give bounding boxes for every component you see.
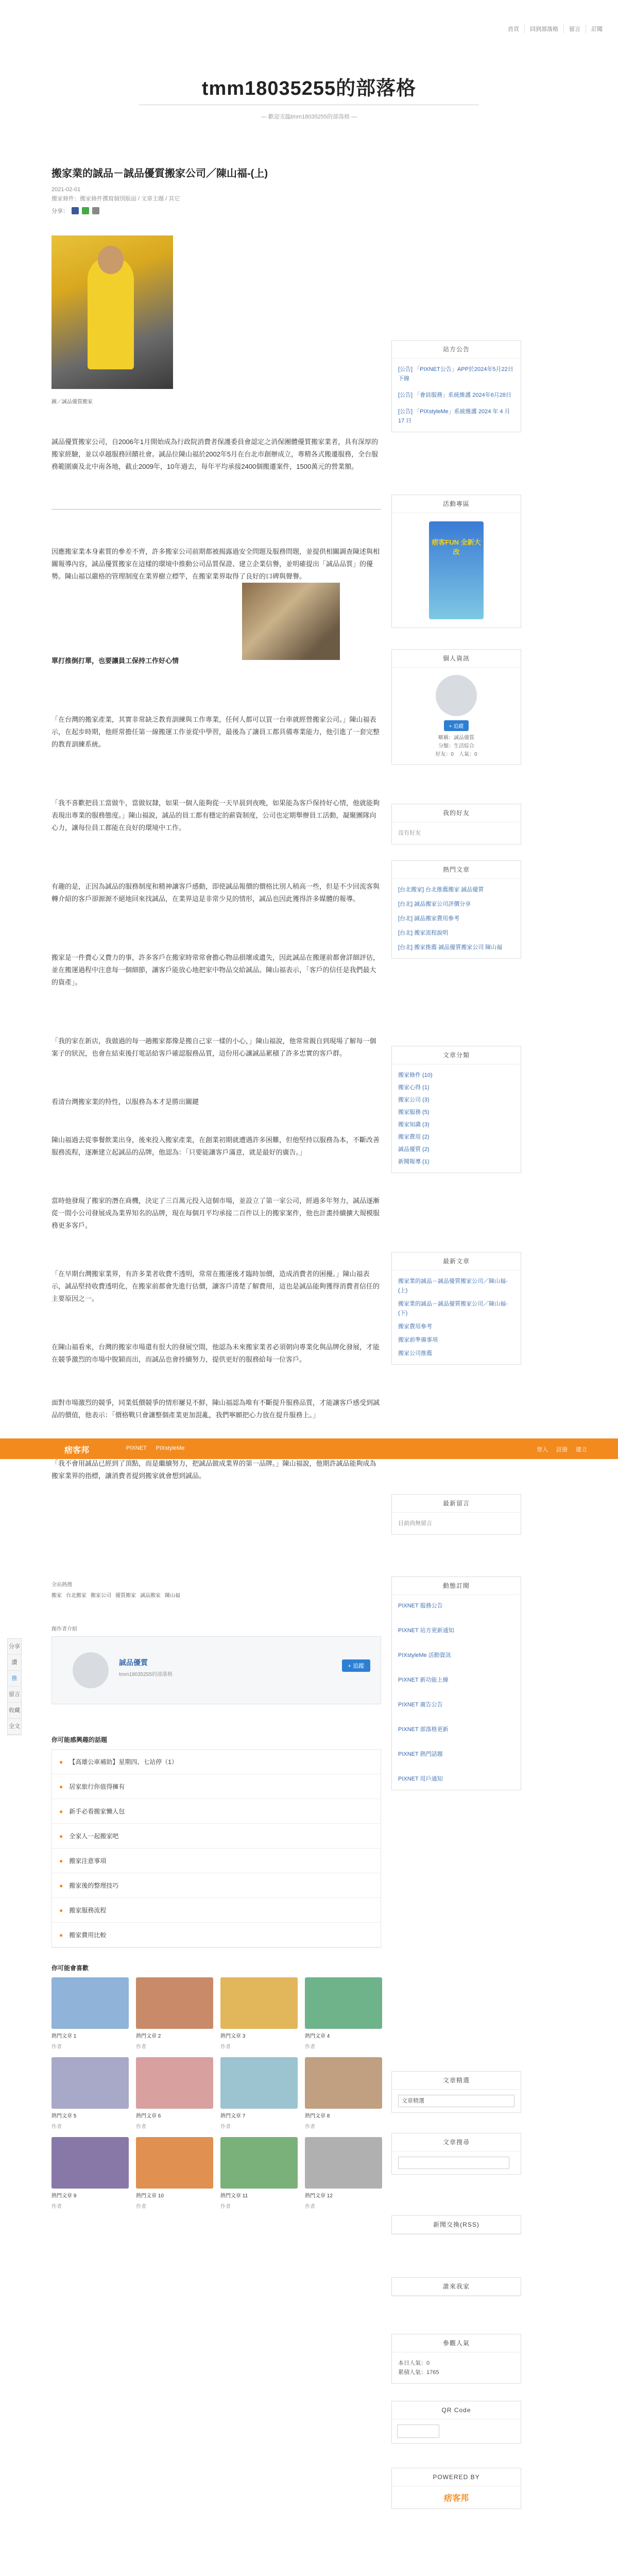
hot-post-card[interactable]	[220, 2057, 298, 2130]
category-item[interactable]: 搬家心得 (1)	[398, 1084, 430, 1091]
paragraph-2: 因應搬家業本身素質的參差不齊，許多搬家公司前期都被揭露過安全問題及服務問題，並提供相關調查陳述與相關報導內容，誠品優質搬家在這樣的環境中推動公司品質保證、建立企業信譽，並明確提出「誠品品質」的優勢。陳山福以嚴格的管理制度在業界樹立標竿，在搬家業界取得了良好的口碑與聲譽。	[52, 548, 380, 580]
category-item[interactable]: 搬家費用 (2)	[398, 1134, 430, 1140]
hot-posts-grid	[52, 1977, 381, 2210]
widget-powered-by	[391, 2468, 521, 2509]
follow-author-button[interactable]: + 追蹤	[342, 1659, 370, 1672]
article	[52, 165, 381, 2210]
card-title: 熱門文章 6	[136, 2113, 161, 2119]
feed-item[interactable]: PIXNET 廣告公告	[398, 1702, 443, 1708]
feed-item[interactable]: PIXNET 部落格更新	[398, 1726, 449, 1733]
card-image	[136, 1977, 213, 2029]
related-item-text: 搬家注意事項	[69, 1857, 107, 1865]
card-image	[136, 2057, 213, 2109]
related-item[interactable]	[52, 1849, 381, 1873]
nav-blog[interactable]: 回到部落格	[524, 25, 563, 33]
related-item[interactable]	[52, 1873, 381, 1898]
card-title: 熱門文章 4	[305, 2033, 330, 2039]
hot-post-card[interactable]	[220, 2137, 298, 2210]
paragraph-13: 面對市場激烈的競爭，同業低價競爭的情形屢見不鮮，陳山福認為唯有不斷提升服務品質，才能讓客戶感受到誠品的價值，他表示：「價格戰只會讓整個產業更加混亂，我們寧願把心力放在提升服務上。」	[52, 1399, 380, 1419]
card-title: 熱門文章 2	[136, 2033, 161, 2039]
bullet-icon: ●	[59, 1882, 63, 1889]
recent-post-item[interactable]: 搬家前準備事項	[398, 1337, 438, 1343]
related-item[interactable]	[52, 1750, 381, 1774]
category-item[interactable]: 搬家知識 (3)	[398, 1122, 430, 1128]
share-tool[interactable]: 分享	[8, 1639, 21, 1655]
category-item[interactable]: 誠品優質 (2)	[398, 1146, 430, 1153]
paragraph-5: 有趣的是，正因為誠品的服務制度和精神讓客戶感動，即使誠品報價的價格比別人稍高一些，但是不少回流客與轉介紹的客戶卻源源不絕地回來找誠品，在業界這是非常少見的情形，誠品也因此獲得許多媒體的報導。	[52, 883, 380, 903]
friends-empty: 沒有好友	[398, 830, 421, 836]
nav-home[interactable]: 首頁	[508, 26, 519, 32]
photo-head	[98, 246, 124, 274]
widget-title: 站方公告	[392, 341, 521, 359]
related-item-text: 新手必看搬家懶人包	[69, 1808, 125, 1815]
widget-title: 個人資訊	[392, 650, 521, 668]
section-heading-1: 單打推倒打單，也要讓員工保持工作好心情	[52, 657, 179, 665]
tag[interactable]: 搬家	[52, 1593, 62, 1599]
bookmark-tool[interactable]: 收藏	[8, 1703, 21, 1719]
comment-tool[interactable]: 留言	[8, 1687, 21, 1703]
card-image	[305, 2057, 382, 2109]
left-share-tools	[7, 1638, 22, 1735]
popular-item[interactable]: [台北] 誠品搬家公司評價分享	[398, 901, 471, 907]
hot-posts-label: 你可能會喜歡	[52, 1964, 89, 1972]
related-item[interactable]	[52, 1898, 381, 1923]
pixnet-logo[interactable]: 痞客邦	[64, 1446, 90, 1455]
bullet-icon: ●	[59, 1906, 63, 1914]
bullet-icon: ●	[59, 1832, 63, 1840]
widget-title: POWERED BY	[392, 2468, 521, 2486]
card-author: 作者	[52, 2044, 62, 2050]
widget-title: 熱門文章	[392, 861, 521, 879]
card-image	[220, 2137, 298, 2189]
hot-post-card[interactable]	[305, 1977, 382, 2050]
widget-title: 動態訂閱	[392, 1577, 521, 1595]
login-link[interactable]: 登入	[537, 1447, 548, 1453]
profile-avatar[interactable]	[436, 675, 477, 716]
blog-subtitle: — 歡迎光臨tmm18035255的部落格 —	[261, 114, 357, 120]
related-list	[52, 1749, 381, 1948]
bullet-icon: ●	[59, 1931, 63, 1939]
feed-item[interactable]: PIXNET 用戶通知	[398, 1776, 443, 1782]
bullet-icon: ●	[59, 1857, 63, 1865]
qrcode-image	[397, 2425, 439, 2438]
category-item[interactable]: 新聞報導 (1)	[398, 1159, 430, 1165]
related-item-text: 【高雄公車補助】星期四、七站停（1）	[69, 1758, 178, 1766]
hot-post-card[interactable]	[136, 2137, 213, 2210]
related-label: 你可能感興趣的話題	[52, 1736, 108, 1743]
paragraph-12: 在陳山福看來，台灣的搬家市場還有很大的發展空間，他認為未來搬家業者必須朝向專業化與品牌化發展，才能在競爭激烈的市場中脫穎而出，而誠品也會持續努力，提供更好的服務給每一位客戶。	[52, 1343, 380, 1363]
hot-post-card[interactable]	[52, 1977, 129, 2050]
tag[interactable]: 優質搬家	[115, 1593, 136, 1599]
card-image	[220, 2057, 298, 2109]
paragraph-4: 「我不喜歡把員工當做牛，當做奴隸，如果一個人能夠從一天早晨到夜晚，如果能為客戶保持好心情，他就能夠表現出專業的服務態度。」陳山福說，誠品的員工都有穩定的薪資制度，公司也定期舉辦員工活動，凝聚團隊向心力，讓每位員工都能在良好的環境中工作。	[52, 799, 380, 832]
widget-recent-posts	[391, 1252, 521, 1365]
widget-title: 最新文章	[392, 1252, 521, 1270]
related-item[interactable]	[52, 1774, 381, 1799]
archive-select[interactable]: 文章精選	[398, 2095, 514, 2107]
card-author: 作者	[220, 2044, 231, 2050]
event-banner[interactable]: 痞客FUN 全新大改	[429, 521, 484, 619]
card-image	[52, 2057, 129, 2109]
card-image	[52, 2137, 129, 2189]
announcement-item[interactable]: [公告] 「PIXstyleMe」系統維護 2024 年 4 月 17 日	[398, 409, 510, 424]
widget-title: 文章搜尋	[392, 2133, 521, 2151]
profile-line: 分類：生活綜合	[438, 743, 474, 749]
tag[interactable]: 台北搬家	[66, 1593, 87, 1599]
widget-rss	[391, 2215, 521, 2234]
feed-item[interactable]: PIXNET 熱門話題	[398, 1751, 443, 1757]
hot-search-tags	[52, 1591, 381, 1599]
paragraph-1: 誠品優質搬家公司，自2006年1月開始成為行政院消費者保護委員會認定之消保團體優質搬家業者，具有深厚的搬家經驗，並以卓越服務回饋社會。誠品位陳山福於2002年5月在台北市創辦成立，專精各式搬遷服務，全台服務範圍廣及北中南各地，截止2009年，10年過去，每年平均承接2400個搬遷案件，1500萬元的營業額。	[52, 438, 379, 470]
hot-post-card[interactable]	[305, 2137, 382, 2210]
share-label: 分享：	[52, 208, 68, 214]
popular-item[interactable]: [台北] 搬家流程說明	[398, 930, 449, 936]
card-author: 作者	[305, 2204, 315, 2210]
push-tool[interactable]: 推	[8, 1671, 21, 1687]
search-input[interactable]	[398, 2157, 509, 2169]
nav-subscribe[interactable]: 訂閱	[586, 25, 608, 33]
like-tool[interactable]: 讚	[8, 1655, 21, 1671]
widget-friends	[391, 804, 521, 844]
card-image	[136, 2137, 213, 2189]
hot-post-card[interactable]	[220, 1977, 298, 2050]
paragraph-11: 「在早期台灣搬家業界，有許多業者收費不透明，常常在搬運後才臨時加價，造成消費者的困擾。」陳山福表示，誠品堅持收費透明化，在搬家前都會先進行估價，讓客戶清楚了解費用，這也是誠品能夠獲得消費者信任的主要原因之一。	[52, 1270, 380, 1302]
widget-title: QR Code	[392, 2401, 521, 2419]
fulltext-tool[interactable]: 全文	[8, 1719, 21, 1735]
post-categories[interactable]: 搬家條件：搬家條件撰寫個別版面 / 文章主題 / 其它	[52, 196, 180, 202]
tag[interactable]: 誠品搬家	[140, 1593, 161, 1599]
register-link[interactable]: 註冊	[556, 1447, 568, 1453]
paragraph-10: 當時他發現了搬家的潛在商機，決定了三百萬元投入這個市場，並設立了第一家公司，經過多年努力，誠品逐漸從一間小公司發展成為業界知名的品牌，現在每個月平均承接二百件以上的搬家案件，他也計畫持續擴大規模服務更多客戶。	[52, 1197, 380, 1229]
bullet-icon: ●	[59, 1758, 63, 1766]
widget-title[interactable]: 新聞交換(RSS)	[392, 2216, 521, 2234]
related-item-text: 搬家後的整理技巧	[69, 1882, 119, 1889]
hot-post-card[interactable]	[52, 2057, 129, 2130]
popular-item[interactable]: [台北] 誠品搬家費用參考	[398, 916, 460, 922]
toolbar-links	[126, 1445, 184, 1451]
feed-item[interactable]: PIXstyleMe 活動資訊	[398, 1652, 451, 1658]
card-title: 熱門文章 10	[136, 2193, 164, 2199]
article-photo	[52, 235, 173, 389]
widget-events	[391, 495, 521, 628]
top-nav	[503, 25, 608, 33]
card-image	[305, 1977, 382, 2029]
photo-caption: 圖／誠品優質搬家	[52, 399, 93, 405]
announcement-item[interactable]: [公告] 「PIXNET公告」APP於2024年5月22日下線	[398, 366, 513, 382]
card-title: 熱門文章 1	[52, 2033, 77, 2039]
related-item[interactable]	[52, 1923, 381, 1947]
pixnet-toolbar	[0, 1438, 618, 1459]
card-author: 作者	[136, 2204, 146, 2210]
follow-button[interactable]: + 追蹤	[444, 720, 469, 731]
paragraph-7: 「我的家在新店，我做過的每一趟搬家都像是搬自己家一樣的小心，」陳山福說，他常常親自到現場了解每一個案子的狀況，也會在結束後打電話給客戶確認服務品質，這份用心讓誠品累積了許多忠實的客戶群。	[52, 1037, 376, 1057]
card-author: 作者	[220, 2204, 231, 2210]
widget-archive	[391, 2071, 521, 2113]
card-title: 熱門文章 3	[220, 2033, 246, 2039]
related-item-text: 搬家服務流程	[69, 1907, 107, 1914]
related-item-text: 搬家費用比較	[69, 1931, 107, 1939]
widget-categories	[391, 1046, 521, 1173]
profile-line: 好友：0 人氣：0	[435, 752, 477, 757]
widget-popular	[391, 860, 521, 959]
related-item-text: 居家旅行你值得擁有	[69, 1783, 125, 1790]
hot-post-card[interactable]	[136, 2057, 213, 2130]
paragraph-3: 「在台灣的搬家產業，其實非常缺乏教育訓練與工作專業，任何人都可以買一台車就經營搬家公司。」陳山福表示，在起步時期，他經常擔任第一線搬運工作並從中學習，最後為了讓員工都具備專業能力，他引進了一套完整的教育訓練系統。	[52, 716, 380, 748]
widget-title: 我的好友	[392, 804, 521, 822]
recent-post-item[interactable]: 搬家費用參考	[398, 1324, 432, 1330]
card-image	[305, 2137, 382, 2189]
widget-traffic	[391, 2334, 521, 2384]
popular-item[interactable]: [台北] 搬家推薦 誠品優質搬家公司 陳山福	[398, 944, 503, 951]
widget-qrcode	[391, 2401, 521, 2444]
widget-title: 活動專區	[392, 495, 521, 513]
widget-title: 文章分類	[392, 1046, 521, 1064]
card-author: 作者	[52, 2124, 62, 2130]
widget-search	[391, 2133, 521, 2175]
post-date: 2021-02-01	[52, 187, 81, 193]
card-author: 作者	[220, 2124, 231, 2130]
line-icon[interactable]	[82, 207, 89, 214]
recent-post-item[interactable]: 搬家業的誠品－誠品優質搬家公司／陳山福-(上)	[398, 1278, 508, 1294]
related-item[interactable]	[52, 1824, 381, 1849]
related-item-text: 全家人一起搬家吧	[69, 1833, 119, 1840]
pixnet-logo[interactable]: 痞客邦	[443, 2494, 469, 2503]
related-item[interactable]	[52, 1799, 381, 1824]
toolbar-link[interactable]: PIXstyleMe	[156, 1445, 185, 1451]
card-image	[52, 1977, 129, 2029]
feed-item[interactable]: PIXNET 新功能上線	[398, 1677, 449, 1683]
share-bar	[52, 207, 381, 215]
tag[interactable]: 陳山福	[165, 1593, 180, 1599]
hot-post-card[interactable]	[305, 2057, 382, 2130]
card-title: 熱門文章 12	[305, 2193, 333, 2199]
bullet-icon: ●	[59, 1807, 63, 1815]
card-author: 作者	[136, 2044, 146, 2050]
widget-profile	[391, 649, 521, 765]
widget-announcements	[391, 340, 521, 432]
nav-comments[interactable]: 留言	[563, 25, 586, 33]
widget-title: 誰來我家	[392, 2278, 521, 2296]
paragraph-14: 「我不會用誠品已經到了頂點，而是繼續努力，把誠品做成業界的第一品牌。」陳山福說，他期許誠品能夠成為搬家業界的指標，讓消費者提到搬家就會想到誠品。	[52, 1460, 376, 1480]
category-item[interactable]: 搬家條件 (10)	[398, 1072, 433, 1078]
feed-item[interactable]: PIXNET 服務公告	[398, 1603, 443, 1609]
blog-header	[0, 72, 618, 121]
card-title: 熱門文章 11	[220, 2193, 248, 2199]
hot-post-card[interactable]	[52, 2137, 129, 2210]
card-author: 作者	[305, 2044, 315, 2050]
card-title: 熱門文章 9	[52, 2193, 77, 2199]
widget-title: 參觀人氣	[392, 2334, 521, 2352]
widget-visitors	[391, 2277, 521, 2296]
announcement-item[interactable]: [公告] 「會員服務」系統維護 2024年6月28日	[398, 392, 512, 398]
hot-post-card[interactable]	[136, 1977, 213, 2050]
author-box	[52, 1636, 381, 1704]
card-author: 作者	[136, 2124, 146, 2130]
popular-item[interactable]: [台北搬家] 台北推薦搬家 誠品優質	[398, 887, 484, 893]
article-photo-2	[242, 583, 340, 660]
post-title[interactable]: 搬家業的誠品－誠品優質搬家公司／陳山福-(上)	[52, 168, 268, 179]
author-name[interactable]: 誠品優質	[119, 1658, 148, 1667]
create-link[interactable]: 建立	[576, 1447, 587, 1453]
card-title: 熱門文章 5	[52, 2113, 77, 2119]
recent-post-item[interactable]: 搬家公司推薦	[398, 1350, 432, 1357]
profile-line: 暱稱：誠品優質	[438, 735, 474, 741]
category-item[interactable]: 搬家公司 (3)	[398, 1097, 430, 1103]
author-section-label: 創作者介紹	[52, 1626, 77, 1632]
card-author: 作者	[305, 2124, 315, 2130]
blog-title[interactable]: tmm18035255的部落格	[201, 78, 417, 99]
category-item[interactable]: 搬家服務 (5)	[398, 1109, 430, 1115]
hot-search-label: 全站熱搜	[52, 1582, 72, 1588]
traffic-line: 累積人氣：1765	[398, 2369, 439, 2376]
plurk-icon[interactable]	[92, 207, 99, 214]
toolbar-right	[537, 1445, 587, 1453]
card-title: 熱門文章 8	[305, 2113, 330, 2119]
author-avatar[interactable]	[73, 1652, 109, 1688]
paragraph-9: 陳山福過去從事餐飲業出身，後來投入搬家產業，在創業初期就遭遇許多困難，但他堅持以服務為本，不斷改善服務流程，逐漸建立起誠品的品牌，他認為：「只要能讓客戶滿意，就是最好的廣告。」	[52, 1136, 380, 1156]
card-title: 熱門文章 7	[220, 2113, 246, 2119]
card-image	[220, 1977, 298, 2029]
widget-title: 最新留言	[392, 1495, 521, 1513]
toolbar-link[interactable]: PIXNET	[126, 1445, 147, 1451]
widget-title: 文章精選	[392, 2072, 521, 2090]
recent-post-item[interactable]: 搬家業的誠品－誠品優質搬家公司／陳山福-(下)	[398, 1301, 508, 1316]
section-heading-2: 看清台灣搬家業的特性，以服務為本才是勝出關鍵	[52, 1098, 199, 1106]
author-blog[interactable]: tmm18035255的部落格	[119, 1672, 173, 1677]
paragraph-6: 搬家是一件費心又費力的事，許多客戶在搬家時常常會擔心物品損壞或遺失，因此誠品在搬運前都會詳細評估，並在搬運過程中注意每一個細節，讓客戶能放心地把家中物品交給誠品。陳山福表示，「客戶的信任是我們最大的資產」。	[52, 954, 380, 986]
facebook-icon[interactable]	[72, 207, 79, 214]
card-author: 作者	[52, 2204, 62, 2210]
bullet-icon: ●	[59, 1783, 63, 1790]
feed-item[interactable]: PIXNET 站方更新通知	[398, 1628, 454, 1634]
tag[interactable]: 搬家公司	[91, 1593, 111, 1599]
widget-recent-comments	[391, 1494, 521, 1535]
comment-item: 目前尚無留言	[398, 1520, 432, 1527]
widget-feed	[391, 1577, 521, 1790]
traffic-line: 本日人氣：0	[398, 2360, 430, 2366]
